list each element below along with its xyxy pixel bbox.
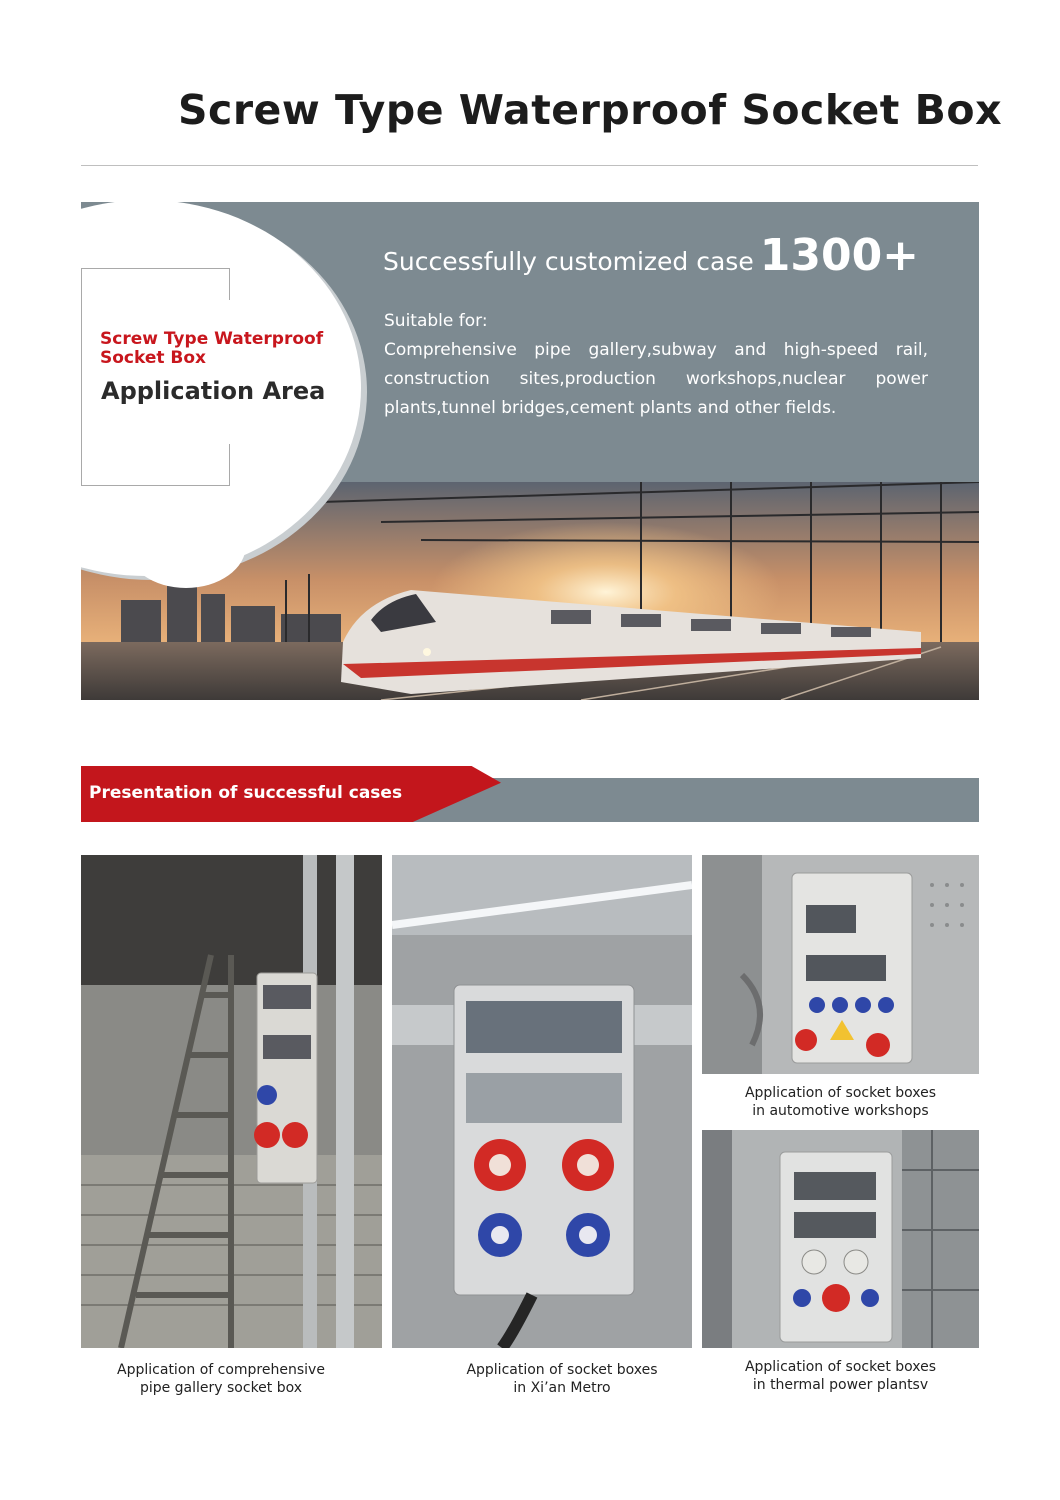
hero-area-label: Application Area: [101, 377, 326, 405]
suitable-label: Suitable for:: [384, 311, 488, 331]
hero-headline: [383, 230, 919, 281]
caption-line: in Xi’an Metro: [513, 1380, 611, 1396]
case-caption: [702, 1358, 979, 1394]
case-caption: [702, 1084, 979, 1120]
caption-line: Application of comprehensive: [117, 1362, 325, 1378]
hero-frame-edge: [229, 268, 230, 300]
hero-frame-edge: [229, 444, 230, 485]
hero-description: [384, 307, 928, 423]
application-area-hero: [81, 202, 979, 700]
case-photo-thermal-power-plant: [702, 1130, 979, 1348]
case-photo-xian-metro: [392, 855, 692, 1348]
hero-product-name: Screw Type Waterproof Socket Box: [100, 329, 324, 368]
fields-description: Comprehensive pipe gallery,subway and high-speed rail, construction sites,production workshops,nuclear power plants,tunnel bridges,cement plants and other fields.: [384, 340, 928, 418]
caption-line: Application of socket boxes: [744, 1359, 937, 1375]
case-caption: [81, 1361, 361, 1397]
case-photo-pipe-gallery: [81, 855, 382, 1348]
title-divider: [81, 165, 978, 166]
case-photo-automotive-workshop: [702, 855, 979, 1074]
cases-section-banner: [81, 764, 979, 824]
caption-line: pipe gallery socket box: [139, 1380, 303, 1396]
headline-text: Successfully customized case: [383, 247, 754, 276]
banner-label: Presentation of successful cases: [89, 783, 403, 803]
case-caption: [422, 1361, 702, 1397]
caption-line: in automotive workshops: [752, 1103, 929, 1119]
caption-line: Application of socket boxes: [466, 1362, 658, 1378]
caption-line: Application of socket boxes: [744, 1085, 937, 1101]
hero-white-bump: [126, 502, 246, 588]
headline-number: 1300+: [759, 230, 920, 281]
caption-line: in thermal power plantsv: [752, 1377, 929, 1393]
page-title: Screw Type Waterproof Socket Box: [178, 86, 1003, 134]
